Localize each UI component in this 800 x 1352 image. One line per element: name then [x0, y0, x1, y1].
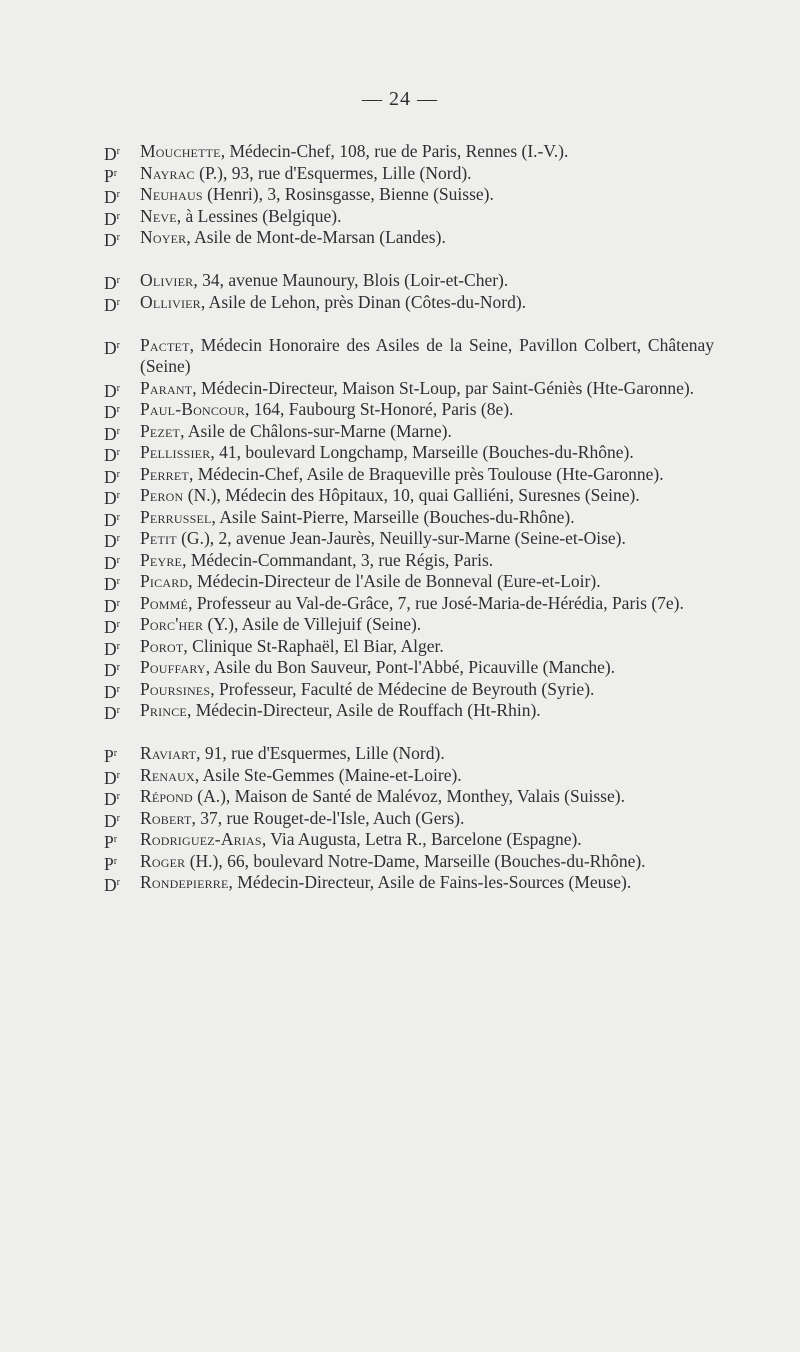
member-details: , Via Augusta, Letra R., Barcelone (Espagne). — [261, 829, 582, 849]
title-prefix: $D^r$ — [104, 445, 120, 465]
list-item — [104, 872, 714, 894]
list-item — [104, 636, 714, 658]
member-details: (N.), Médecin des Hôpitaux, 10, quai Galliéni, Suresnes (Seine). — [183, 485, 640, 505]
member-name: Pouffary — [140, 657, 206, 677]
title-prefix: $D^r$ — [104, 294, 120, 315]
list-item — [104, 765, 714, 787]
list-item — [104, 700, 714, 722]
member-name: Répond — [140, 786, 193, 806]
title-prefix: $D^r$ — [104, 230, 120, 250]
member-details: , Asile Ste-Gemmes (Maine-et-Loire). — [194, 764, 462, 785]
list-item — [104, 808, 714, 830]
member-details: , Asile de Lehon, près Dinan (Côtes-du-Nord). — [200, 291, 527, 312]
list-item — [104, 141, 714, 163]
member-name: Ollivier — [140, 291, 201, 312]
member-details: (G.), 2, avenue Jean-Jaurès, Neuilly-sur-Marne (Seine-et-Oise). — [176, 528, 626, 548]
member-name: Picard — [140, 571, 189, 591]
list-item — [104, 829, 714, 851]
member-name: Pommé — [140, 592, 189, 613]
member-details: , Professeur au Val-de-Grâce, 7, rue José-Maria-de-Hérédia, Paris (7e). — [188, 592, 684, 613]
list-item — [104, 206, 714, 228]
title-prefix: $D^r$ — [104, 789, 120, 809]
list-item — [104, 657, 714, 679]
list-item — [104, 163, 714, 185]
list-item — [104, 485, 714, 507]
member-details: , Médecin-Directeur, Asile de Fains-les-Sources (Meuse). — [228, 872, 632, 892]
member-name: Prince — [140, 700, 187, 720]
list-item — [104, 786, 714, 808]
member-details: , Médecin-Directeur, Maison St-Loup, par Saint-Géniès (Hte-Garonne). — [192, 377, 695, 398]
member-name: Paul-Boncour — [140, 399, 245, 419]
member-details: , Asile de Châlons-sur-Marne (Marne). — [180, 420, 452, 441]
member-details: , Professeur, Faculté de Médecine de Beyrouth (Syrie). — [210, 678, 595, 699]
member-name: Perret — [140, 463, 189, 484]
member-name: Neuhaus — [140, 184, 203, 204]
title-prefix: $D^r$ — [104, 552, 120, 573]
list-item — [104, 442, 714, 464]
member-name: Noyer — [140, 227, 187, 247]
member-details: , Asile de Mont-de-Marsan (Landes). — [186, 227, 446, 247]
title-prefix: $P^r$ — [104, 746, 118, 766]
list-item — [104, 571, 714, 593]
title-prefix: $D^r$ — [104, 337, 120, 358]
member-details: (H.), 66, boulevard Notre-Dame, Marseille (Bouches-du-Rhône). — [185, 850, 646, 871]
list-item — [104, 184, 714, 206]
list-item — [104, 378, 714, 400]
member-details: , Médecin Honoraire des Asiles de la Seine, Pavillon Colbert, Châtenay (Seine) — [140, 334, 714, 376]
title-prefix: $D^r$ — [104, 767, 120, 788]
title-prefix: $D^r$ — [104, 208, 120, 229]
list-item — [104, 507, 714, 529]
member-name: Nayrac — [140, 162, 195, 183]
title-prefix: $D^r$ — [104, 187, 120, 207]
title-prefix: $D^r$ — [104, 574, 120, 594]
list-item — [104, 614, 714, 636]
title-prefix: $D^r$ — [104, 681, 120, 702]
title-prefix: $P^r$ — [104, 165, 118, 186]
title-prefix: $D^r$ — [104, 638, 120, 659]
member-name: Porot — [140, 635, 184, 656]
member-details: , Asile Saint-Pierre, Marseille (Bouches-du-Rhône). — [211, 506, 575, 527]
member-details: , Médecin-Commandant, 3, rue Régis, Paris. — [182, 549, 494, 570]
member-list — [104, 141, 714, 894]
member-details: , Médecin-Chef, 108, rue de Paris, Rennes (I.-V.). — [220, 141, 569, 161]
member-details: , Clinique St-Raphaël, El Biar, Alger. — [183, 635, 444, 656]
member-details: (Y.), Asile de Villejuif (Seine). — [203, 614, 422, 634]
member-details: , 37, rue Rouget-de-l'Isle, Auch (Gers). — [191, 807, 465, 828]
title-prefix: $D^r$ — [104, 380, 120, 401]
member-details: , à Lessines (Belgique). — [176, 205, 342, 226]
title-prefix: $D^r$ — [104, 488, 120, 508]
title-prefix: $D^r$ — [104, 402, 120, 422]
list-item — [104, 335, 714, 378]
member-name: Robert — [140, 807, 192, 828]
member-details: , Médecin-Chef, Asile de Braqueville près Toulouse (Hte-Garonne). — [188, 463, 664, 484]
member-name: Roger — [140, 850, 186, 871]
member-name: Pellissier — [140, 442, 211, 462]
member-name: Parant — [140, 377, 193, 398]
member-name: Olivier — [140, 270, 194, 290]
list-item — [104, 292, 714, 314]
member-details: , Médecin-Directeur de l'Asile de Bonneval (Eure-et-Loir). — [188, 571, 601, 591]
member-name: Poursines — [140, 678, 211, 699]
list-item — [104, 421, 714, 443]
member-name: Neve — [140, 205, 177, 226]
title-prefix: $D^r$ — [104, 875, 120, 895]
list-item — [104, 593, 714, 615]
member-details: , 164, Faubourg St-Honoré, Paris (8e). — [244, 399, 514, 419]
title-prefix: $D^r$ — [104, 660, 120, 680]
title-prefix: $D^r$ — [104, 423, 120, 444]
title-prefix: $D^r$ — [104, 810, 120, 831]
member-details: , 91, rue d'Esquermes, Lille (Nord). — [196, 743, 445, 763]
list-item — [104, 743, 714, 765]
member-name: Rondepierre — [140, 872, 229, 892]
member-name: Pactet — [140, 334, 190, 355]
member-name: Peron — [140, 485, 184, 505]
title-prefix: $D^r$ — [104, 466, 120, 487]
member-name: Peyre — [140, 549, 183, 570]
title-prefix: $D^r$ — [104, 509, 120, 530]
title-prefix: $D^r$ — [104, 531, 120, 551]
member-name: Petit — [140, 528, 177, 548]
list-item — [104, 679, 714, 701]
member-name: Renaux — [140, 764, 195, 785]
member-name: Pezet — [140, 420, 181, 441]
list-item — [104, 550, 714, 572]
member-name: Porc'her — [140, 614, 204, 634]
title-prefix: $D^r$ — [104, 144, 120, 164]
title-prefix: $D^r$ — [104, 703, 120, 723]
list-item — [104, 464, 714, 486]
title-prefix: $P^r$ — [104, 832, 118, 852]
member-details: , Asile du Bon Sauveur, Pont-l'Abbé, Picauville (Manche). — [205, 657, 616, 677]
member-details: (P.), 93, rue d'Esquermes, Lille (Nord). — [194, 162, 472, 183]
page-number: — 24 — — [362, 88, 438, 110]
member-name: Raviart — [140, 743, 197, 763]
member-details: (A.), Maison de Santé de Malévoz, Monthey, Valais (Suisse). — [192, 786, 625, 806]
member-name: Rodriguez-Arias — [140, 829, 262, 849]
title-prefix: $D^r$ — [104, 273, 120, 293]
list-item — [104, 399, 714, 421]
member-details: , Médecin-Directeur, Asile de Rouffach (Ht-Rhin). — [186, 700, 541, 720]
member-name: Perrussel — [140, 506, 212, 527]
title-prefix: $P^r$ — [104, 853, 118, 874]
list-item — [104, 227, 714, 249]
title-prefix: $D^r$ — [104, 595, 120, 616]
member-details: , 41, boulevard Longchamp, Marseille (Bouches-du-Rhône). — [210, 442, 634, 462]
member-details: , 34, avenue Maunoury, Blois (Loir-et-Cher). — [193, 270, 509, 290]
member-name: Mouchette — [140, 141, 221, 161]
list-item — [104, 270, 714, 292]
title-prefix: $D^r$ — [104, 617, 120, 637]
list-item — [104, 851, 714, 873]
member-details: (Henri), 3, Rosinsgasse, Bienne (Suisse). — [202, 184, 494, 204]
list-item — [104, 528, 714, 550]
